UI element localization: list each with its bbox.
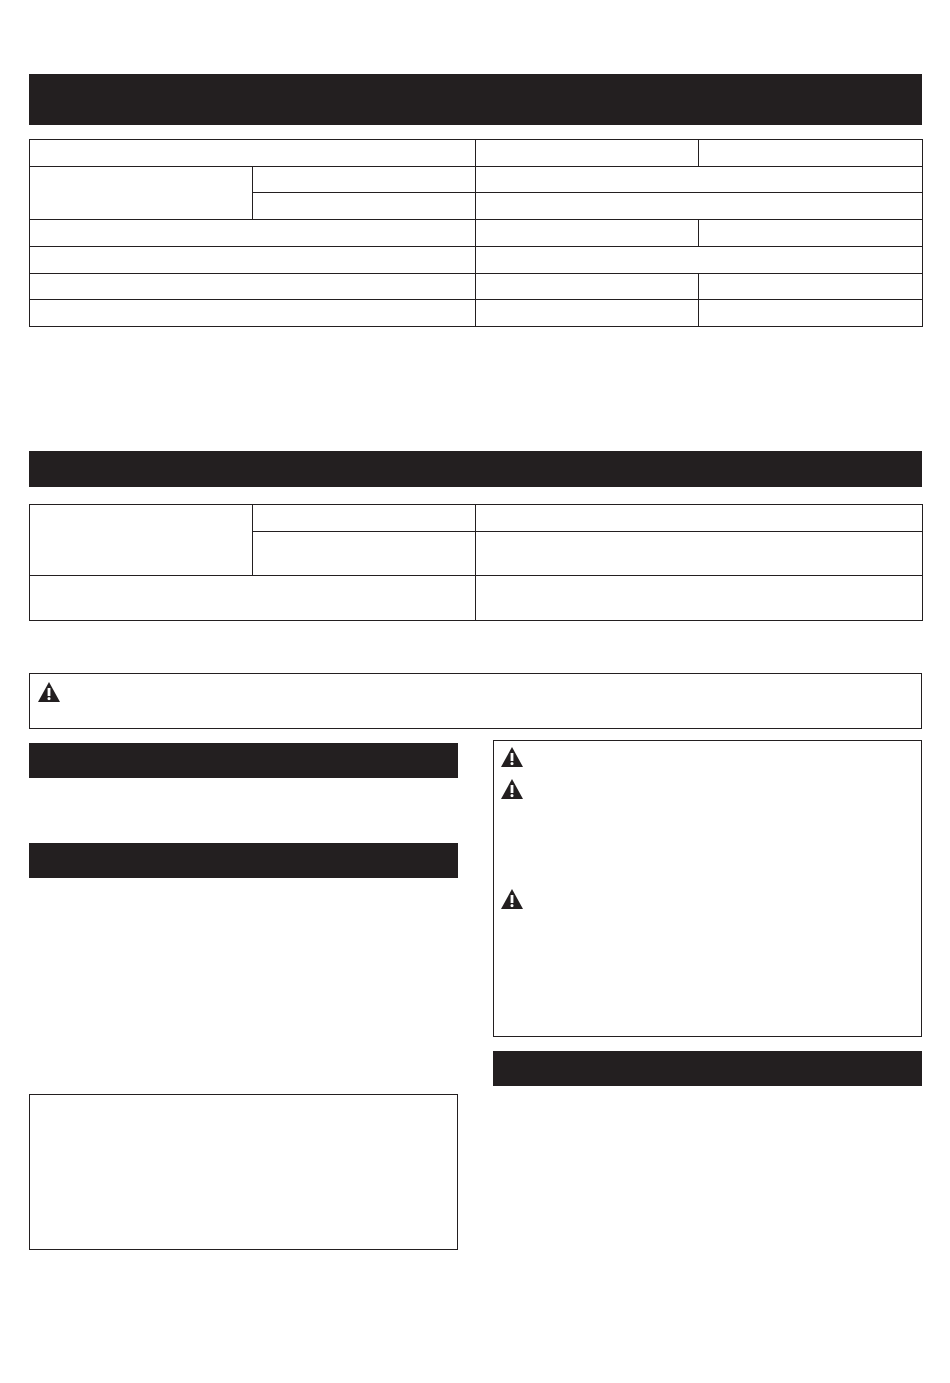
table-row bbox=[30, 140, 923, 167]
table-cell bbox=[699, 300, 923, 327]
table-cell bbox=[30, 140, 476, 167]
table-row bbox=[30, 274, 923, 300]
warning-triangle-icon bbox=[500, 888, 524, 910]
table-cell bbox=[476, 193, 923, 220]
table-cell bbox=[476, 300, 699, 327]
table-row bbox=[30, 576, 923, 621]
table-row bbox=[30, 167, 923, 193]
table-cell bbox=[30, 300, 476, 327]
table-cell bbox=[476, 140, 699, 167]
table-row bbox=[30, 505, 923, 532]
table-cell bbox=[30, 505, 253, 576]
warning-notice-box bbox=[29, 673, 922, 729]
table-cell bbox=[476, 532, 923, 576]
table-cell bbox=[476, 274, 699, 300]
table-cell bbox=[253, 532, 476, 576]
table-cell bbox=[30, 247, 476, 274]
table-cell bbox=[476, 220, 699, 247]
left-section-header-bar-2 bbox=[29, 843, 458, 878]
warning-triangle-icon bbox=[37, 681, 61, 703]
table-cell bbox=[699, 220, 923, 247]
table-cell bbox=[699, 140, 923, 167]
table-cell bbox=[30, 220, 476, 247]
symbols-table bbox=[29, 504, 923, 621]
table-cell bbox=[476, 576, 923, 621]
right-warnings-box bbox=[493, 740, 922, 1037]
table-cell bbox=[253, 193, 476, 220]
table-row bbox=[30, 247, 923, 274]
table-cell bbox=[253, 505, 476, 532]
table-cell bbox=[476, 167, 923, 193]
table-cell bbox=[253, 167, 476, 193]
table-cell bbox=[30, 576, 476, 621]
warning-triangle-icon bbox=[500, 778, 524, 800]
table-row bbox=[30, 220, 923, 247]
left-note-box bbox=[29, 1094, 458, 1250]
table-cell bbox=[30, 167, 253, 220]
left-section-header-bar-1 bbox=[29, 743, 458, 778]
table-row bbox=[30, 300, 923, 327]
warning-triangle-icon bbox=[500, 746, 524, 768]
table-cell bbox=[699, 274, 923, 300]
right-section-header-bar bbox=[493, 1051, 922, 1086]
section-header-bar-2 bbox=[29, 451, 922, 487]
section-header-bar-1 bbox=[29, 74, 922, 125]
table-cell bbox=[476, 247, 923, 274]
table-cell bbox=[30, 274, 476, 300]
spec-table bbox=[29, 139, 923, 327]
table-cell bbox=[476, 505, 923, 532]
